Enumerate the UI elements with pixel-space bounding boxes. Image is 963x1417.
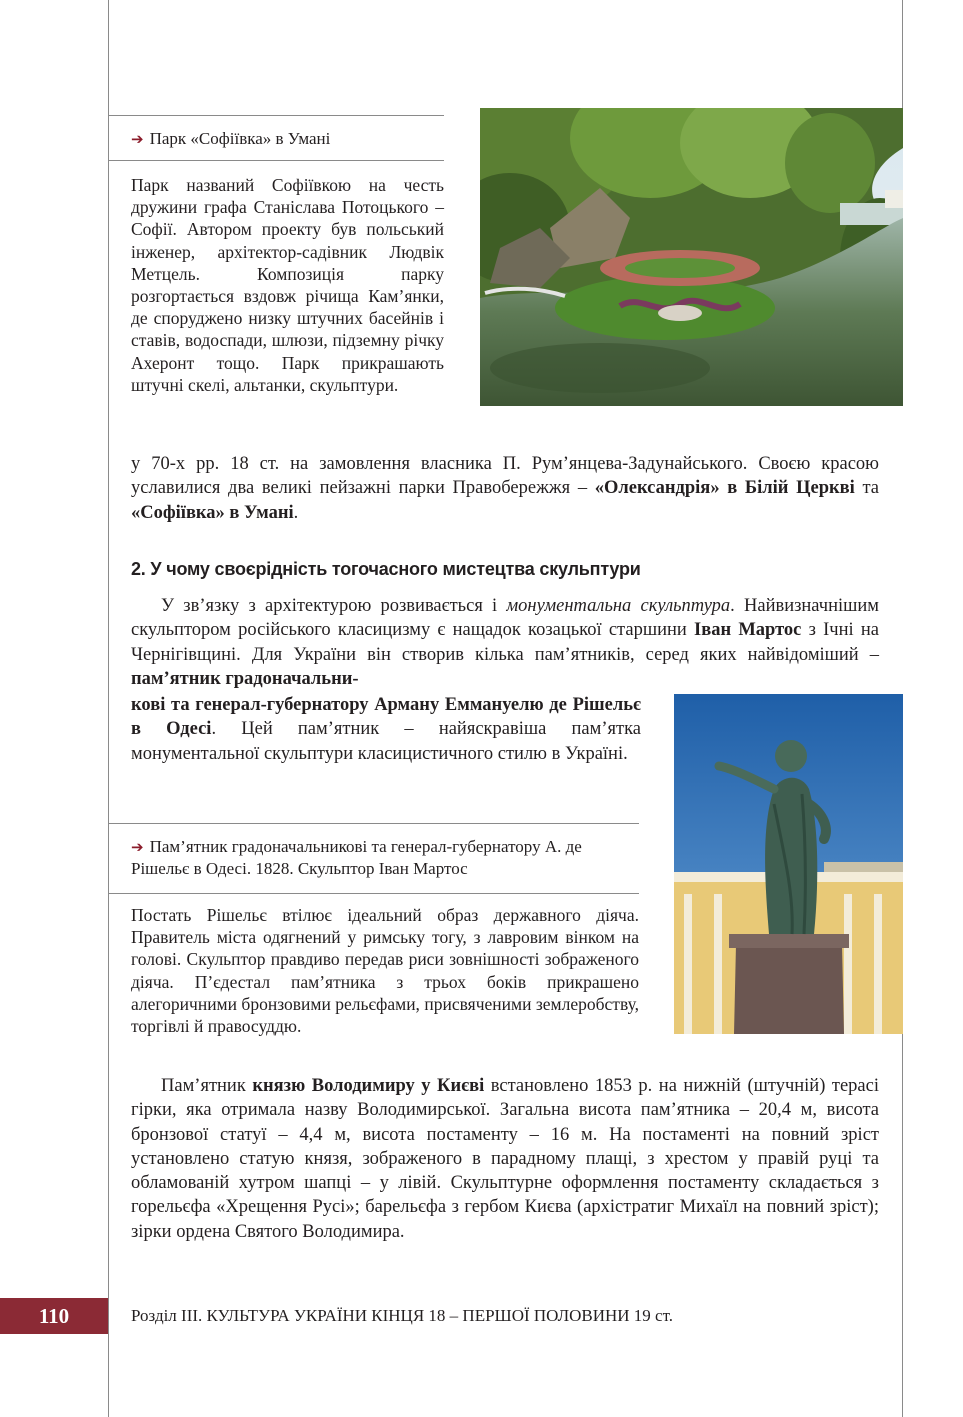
volodymyr-monument-paragraph: Пам’ятник князю Володимиру у Києві встановлено 1853 р. на нижній (штучній) терасі гірки, яка отримала назву Володимирської. Загальна висота пам’ятника – 20,4 м, висота бронзової статуї – 4,4 м, висота постаменту – 16 м. На постаменті на повний зріст установлено статую князя, зображеного в парадному плащі, з хрестом у правій руці та обламованій хутром шапці – у лівій. Скульптурне оформлення постаменту складається з горельєфа «Хрещення Русі»; барельєфа з гербом Києва (архістратиг Михаїл на повний зріст); зірки ордена Святого Володимира.: [131, 1076, 879, 1242]
intro-paragraph: у 70-х рр. 18 ст. на замовлення власника П. Рум’янцева-Задунайського. Своєю красою уславилися два великі пейзажні парки Правобережжя – «Олександрія» в Білій Церкві та «Софіївка» в Умані.: [131, 454, 880, 523]
richelieu-caption-bottom-rule: [108, 893, 639, 894]
park-caption-bottom-rule: [108, 160, 444, 161]
arrow-right-icon: ➔: [131, 838, 144, 856]
sculpture-paragraph: У зв’язку з архітектурою розвивається і монументальна скульптура. Найвизначнішим скульптором російського класицизму є нащадок козацької старшини Іван Мартос з Ічні на Чернігівщині. Для України він створив кілька пам’ятників, серед яких найвідоміший – пам’ятник градоначальни-: [131, 596, 879, 689]
richelieu-description: Постать Рішельє втілює ідеальний образ державного діяча. Правитель міста одягнений у римську тогу, з лавровим вінком на голові. Скульптор правдиво передав риси зовнішності зображеного діяча. П’єдестал пам’ятника з трьох боків прикрашено алегоричними бронзовими рельєфами, присвяченими землеробству, торгівлі й правосуддю.: [131, 905, 639, 1037]
ivan-martos-name: Іван Мартос: [694, 620, 802, 641]
right-margin-line: [902, 0, 903, 108]
park-caption: [131, 128, 441, 150]
richelieu-caption: [131, 836, 636, 880]
park-illustration: [480, 108, 903, 406]
monument-illustration: [674, 694, 903, 1034]
richelieu-monument-photo: [674, 694, 903, 1034]
sofiyivka-park: «Софіївка» в Умані: [131, 502, 294, 523]
richelieu-caption-top-rule: [108, 823, 639, 824]
sculpture-paragraph-continued: кові та генерал-губернатору Арману Еммануелю де Рішельє в Одесі. Цей пам’ятник – найяскравіша пам’ятка монументальної скульптури класицистичного стилю в Україні.: [131, 695, 641, 764]
prince-volodymyr-name: князю Володимиру у Києві: [252, 1076, 485, 1096]
sofiyivka-park-photo: [480, 108, 903, 406]
section-heading: 2. У чому своєрідність тогочасного мистецтва скульптури: [131, 559, 641, 579]
park-description: Парк названий Софіївкою на честь дружини графа Станіслава Потоцького – Софії. Автором проекту був польський інженер, архітектор-садівник Людвік Метцель. Композиція парку розгортається вздовж річища Кам’янки, де споруджено низку штучних басейнів і ставів, водоспади, шлюзи, підземну річку Ахеронт тощо. Парк прикрашають штучні скелі, альтанки, скульптури.: [131, 175, 444, 395]
park-caption-text: Парк «Софіївка» в Умані: [149, 129, 331, 148]
monumental-sculpture-term: монументальна скульптура: [506, 596, 731, 616]
richelieu-caption-text: Пам’ятник градоначальникові та генерал-губернатору А. де Рішельє в Одесі. 1828. Скульптор Іван Мартос: [131, 837, 582, 878]
page-number: 110: [0, 1298, 108, 1334]
park-caption-top-rule: [108, 115, 444, 116]
oleksandriia-park: «Олександрія» в Білій Церкві: [594, 478, 855, 499]
richelieu-monument-name: кові та генерал-губернатору Арману Еммануелю де Рішельє в Одесі: [131, 695, 641, 740]
arrow-right-icon: ➔: [131, 130, 144, 148]
left-margin-line: [108, 0, 109, 1417]
chapter-footer: Розділ ІІІ. КУЛЬТУРА УКРАЇНИ КІНЦЯ 18 – ПЕРШОЇ ПОЛОВИНИ 19 ст.: [131, 1306, 674, 1325]
right-margin-line-lower: [902, 1034, 903, 1417]
